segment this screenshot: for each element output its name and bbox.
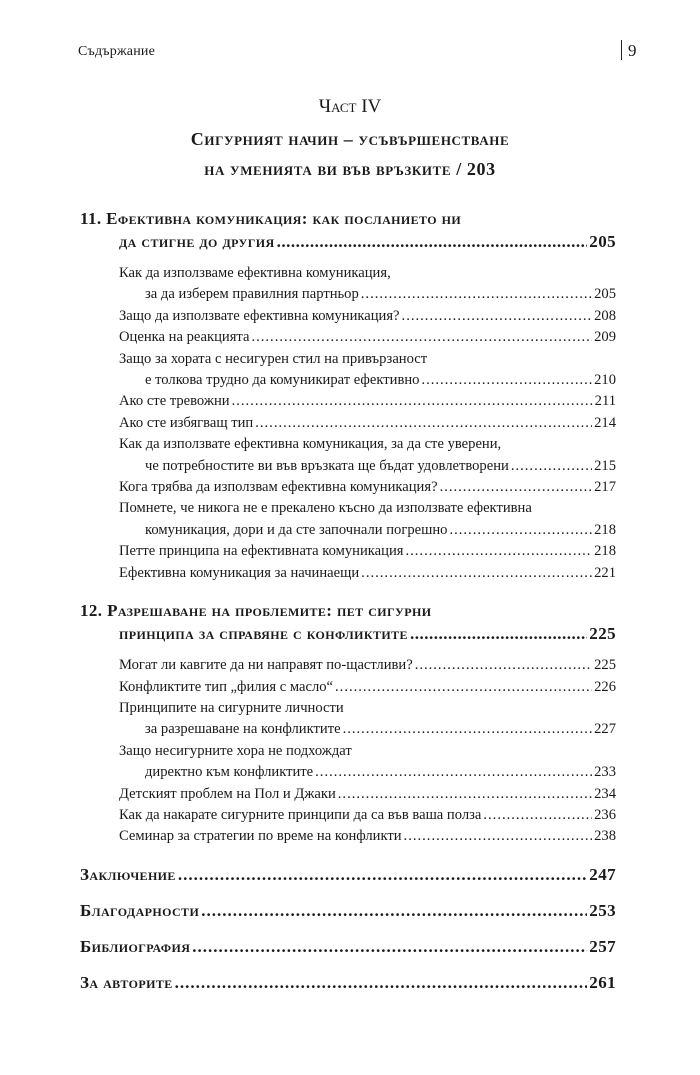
back-matter-entry [80,936,616,958]
toc-entry [119,391,616,412]
section-list [80,263,616,584]
toc-entry [119,677,616,698]
back-matter-entry [80,864,616,886]
toc-entry-text: Оценка на реакцията [119,329,250,346]
part-title [0,124,700,184]
toc-entry-line [119,805,616,826]
back-matter-entry [80,900,616,922]
toc-entry [119,741,616,784]
page-number-value: 9 [628,41,637,60]
toc-entry-line [119,477,616,498]
toc-entry-text: Защо да използвате ефективна комуникация? [119,307,400,324]
back-matter-entry [80,972,616,994]
toc-entry-text: Как да използваме ефективна комуникация, [119,265,391,281]
dot-leader [232,391,593,412]
toc-entry [119,563,616,584]
toc-entry-page: 227 [594,721,616,738]
toc-entry-text: Как да използвате ефективна комуникация, за да сте уверени, [119,436,502,453]
chapter-page-number: 225 [589,624,616,644]
toc-entry [119,784,616,805]
dot-leader [402,306,593,327]
toc-entry [119,413,616,434]
toc-entry-page: 210 [594,372,616,389]
toc-entry-line [119,327,616,348]
toc-entry-line [119,655,616,676]
toc-entry-line [119,498,616,519]
toc-entry [119,541,616,562]
part-title-line: на уменията ви във връзките / 203 [204,159,496,179]
toc-entry [119,826,616,847]
toc-entry [119,477,616,498]
dot-leader [338,784,592,805]
dot-leader [449,520,592,541]
section-list [80,655,616,848]
toc-entry-line [119,741,616,762]
toc-entry-page: 215 [594,457,616,474]
toc-entry-text: Помнете, че никога не е прекалено късно да използвате ефективна [119,500,532,517]
toc-entry-line [119,370,616,391]
chapter-title-line: 12. Разрешаване на проблемите: пет сигурни [80,601,432,621]
toc-entry-line [119,349,616,370]
back-matter-title: Библиография [80,936,191,956]
toc-entry [119,498,616,541]
toc-entry [119,698,616,741]
toc-entry-line [119,698,616,719]
toc-entry-line [119,826,616,847]
dot-leader [421,370,592,391]
dot-leader [343,719,593,740]
table-of-contents [80,208,616,994]
back-matter-page: 247 [589,864,616,884]
toc-entry-page: 226 [594,678,616,695]
chapter-heading [80,600,616,645]
chapter-title-text: принципа за справяне с конфликтите [119,624,408,644]
toc-entry-text: за разрешаване на конфликтите [145,721,341,738]
toc-entry [119,349,616,392]
dot-leader [277,230,588,253]
toc-entry-text: Ако сте избягващ тип [119,414,254,431]
toc-entry-page: 211 [594,393,616,410]
toc-entry-text: директно към конфликтите [145,764,314,781]
toc-entry-text: Защо несигурните хора не подхождат [119,742,352,759]
toc-entry-text: Конфликтите тип „филия с масло“ [119,678,334,695]
toc-entry-page: 225 [594,657,616,674]
back-matter-title: Благодарности [80,900,200,920]
toc-entry-text: че потребностите ви във връзката ще бъдат удовлетворени [145,457,509,474]
dot-leader [251,327,592,348]
toc-entry-page: 221 [594,564,616,581]
toc-entry-page: 205 [594,286,616,303]
toc-entry [119,327,616,348]
toc-entry-text: Защо за хората с несигурен стил на привързаност [119,350,428,367]
back-matter-title: Заключение [80,864,176,884]
chapter-page-number: 205 [589,232,616,251]
dot-leader [255,413,592,434]
toc-entry-text: комуникация, дори и да сте започнали погрешно [145,521,448,538]
toc-entry-text: Ефективна комуникация за начинаещи [119,564,360,581]
toc-entry-text: Как да накарате сигурните принципи да са във ваша полза [119,806,482,823]
dot-leader [178,864,587,886]
toc-entry-page: 208 [594,307,616,324]
dot-leader [405,541,592,562]
page-number [621,40,637,61]
toc-entry [119,655,616,676]
toc-entry-page: 218 [594,543,616,560]
dot-leader [511,456,592,477]
back-matter-page: 253 [589,900,616,920]
chapter-title-line: 11. Ефективна комуникация: как посланието ни [80,209,462,228]
dot-leader [415,655,592,676]
dot-leader [361,284,592,305]
dot-leader [175,972,588,994]
dot-leader [335,677,592,698]
part-heading [0,96,700,184]
toc-entry-page: 236 [594,806,616,823]
toc-entry-page: 234 [594,785,616,802]
toc-entry [119,434,616,477]
toc-entry-line [119,762,616,783]
toc-entry-text: Кога трябва да използвам ефективна комуникация? [119,479,438,496]
toc-entry-line [119,563,616,584]
toc-entry-text: е толкова трудно да комуникират ефективно [145,372,420,389]
dot-leader [483,805,592,826]
toc-entry-page: 238 [594,828,616,845]
toc-entry-text: Петте принципа на ефективната комуникация [119,543,404,560]
toc-entry-page: 218 [594,521,616,538]
dot-leader [440,477,593,498]
toc-entry-line [119,520,616,541]
toc-entry-text: за да изберем правилния партньор [145,286,359,303]
toc-entry-line [119,391,616,412]
chapter-title-text: да стигне до другия [119,232,275,251]
toc-entry-line [119,719,616,740]
toc-entry-line [119,434,616,455]
part-title-line: Сигурният начин – усъвършенстване [190,129,510,149]
dot-leader [315,762,592,783]
chapter-title-line [80,622,616,645]
toc-entry-page: 209 [594,329,616,346]
dot-leader [192,936,587,958]
part-label: Част IV [318,96,382,117]
toc-entry-line [119,456,616,477]
toc-entry-line [119,263,616,284]
dot-leader [410,622,587,645]
toc-entry-line [119,784,616,805]
back-matter-page: 257 [589,936,616,956]
toc-entry [119,805,616,826]
toc-entry-text: Семинар за стратегии по време на конфликти [119,828,402,845]
toc-entry [119,263,616,306]
toc-entry-page: 233 [594,764,616,781]
toc-entry-line [119,541,616,562]
toc-entry-line [119,284,616,305]
dot-leader [201,900,587,922]
dot-leader [404,826,593,847]
toc-entry-page: 214 [594,414,616,431]
toc-entry-text: Могат ли кавгите да ни направят по-щастливи? [119,657,413,674]
back-matter-page: 261 [589,972,616,992]
toc-entry-text: Детският проблем на Пол и Джаки [119,785,336,802]
toc-entry [119,306,616,327]
chapter-title-line [80,230,616,253]
running-head: Съдържание [78,44,156,59]
dot-leader [361,563,592,584]
toc-entry-text: Ако сте тревожни [119,393,230,410]
toc-entry-page: 217 [594,479,616,496]
toc-entry-line [119,413,616,434]
toc-entry-line [119,306,616,327]
toc-entry-text: Принципите на сигурните личности [119,699,344,716]
toc-entry-line [119,677,616,698]
back-matter-title: За авторите [80,972,173,992]
chapter-heading [80,208,616,253]
